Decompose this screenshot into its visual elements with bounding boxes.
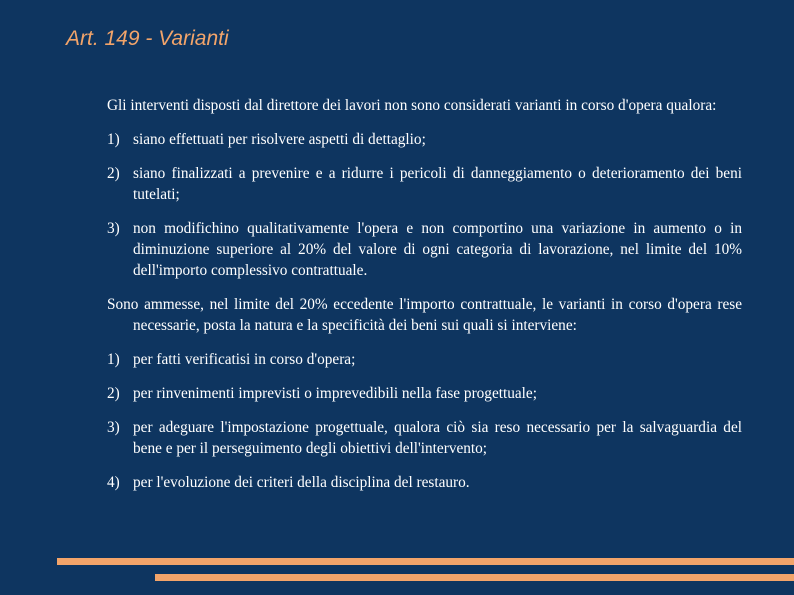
list-item-text: per rinvenimenti imprevisti o imprevedibili nella fase progettuale; — [133, 385, 537, 402]
list-item-text: non modifichino qualitativamente l'opera e non comportino una variazione in aumento o in diminuzione superiore al 20% del valore di ogni categoria di lavorazione, nel limite del 10% dell'importo complessivo contrattuale. — [133, 220, 742, 279]
list-item-text: per fatti verificatisi in corso d'opera; — [133, 351, 356, 368]
list-number: 2) — [107, 385, 120, 402]
list-number: 2) — [107, 165, 120, 182]
list-item — [107, 417, 742, 459]
list-item — [107, 383, 742, 404]
list-number: 1) — [107, 131, 120, 148]
slide-body — [107, 95, 742, 493]
list-number: 3) — [107, 220, 120, 237]
list-item-text: siano effettuati per risolvere aspetti di dettaglio; — [133, 131, 426, 148]
list-item-text: per l'evoluzione dei criteri della disciplina del restauro. — [133, 474, 470, 491]
list-number: 1) — [107, 351, 120, 368]
intro-paragraph: Sono ammesse, nel limite del 20% eccedente l'importo contrattuale, le varianti in corso d'opera rese necessarie, posta la natura e la specificità dei beni sui quali si interviene: — [107, 296, 742, 334]
list-item — [107, 218, 742, 281]
slide-title: Art. 149 - Varianti — [66, 27, 229, 50]
decorative-bar-top — [57, 558, 794, 565]
list-number: 4) — [107, 474, 120, 491]
list-item-text: siano finalizzati a prevenire e a ridurre i pericoli di danneggiamento o deterioramento dei beni tutelati; — [133, 165, 742, 203]
list-item — [107, 163, 742, 205]
list-item — [107, 349, 742, 370]
list-item — [107, 472, 742, 493]
intro-paragraph: Gli interventi disposti dal direttore dei lavori non sono considerati varianti in corso d'opera qualora: — [107, 97, 717, 114]
decorative-bar-bottom — [155, 574, 794, 581]
list-item — [107, 129, 742, 150]
list-number: 3) — [107, 419, 120, 436]
list-item-text: per adeguare l'impostazione progettuale, qualora ciò sia reso necessario per la salvaguardia del bene e per il perseguimento degli obiettivi dell'intervento; — [133, 419, 742, 457]
